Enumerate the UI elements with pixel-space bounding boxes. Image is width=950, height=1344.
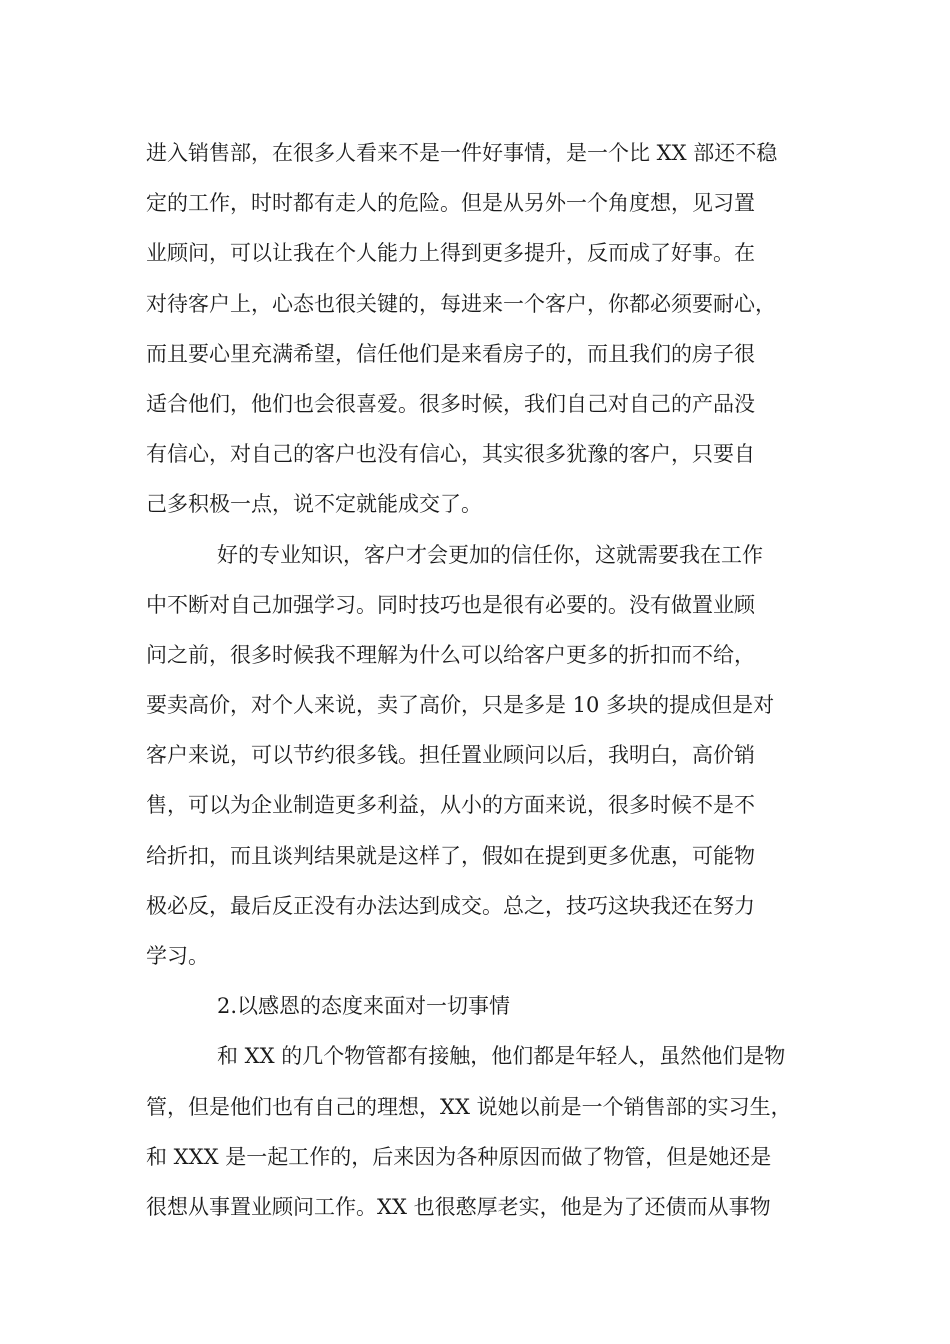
text-line: 问之前，很多时候我不理解为什么可以给客户更多的折扣而不给， bbox=[146, 642, 755, 667]
text-line: 给折扣，而且谈判结果就是这样了，假如在提到更多优惠，可能物 bbox=[146, 843, 755, 868]
text-line: 学习。 bbox=[146, 944, 209, 968]
text-line: 客户来说，可以节约很多钱。担任置业顾问以后，我明白，高价销 bbox=[146, 743, 755, 768]
text-line: 进入销售部，在很多人看来不是一件好事情，是一个比 XX 部还不稳 bbox=[146, 141, 778, 165]
body-text bbox=[146, 128, 811, 1232]
text-line: 中不断对自己加强学习。同时技巧也是很有必要的。没有做置业顾 bbox=[146, 592, 755, 617]
text-line: 有信心，对自己的客户也没有信心，其实很多犹豫的客户，只要自 bbox=[146, 442, 755, 467]
text-line: 己多积极一点，说不定就能成交了。 bbox=[146, 492, 482, 517]
text-line: 业顾问，可以让我在个人能力上得到更多提升，反而成了好事。在 bbox=[146, 241, 755, 266]
text-line: 适合他们，他们也会很喜爱。很多时候，我们自己对自己的产品没 bbox=[146, 391, 755, 416]
text-line: 2.以感恩的态度来面对一切事情 bbox=[217, 994, 511, 1019]
text-line: 极必反，最后反正没有办法达到成交。总之，技巧这块我还在努力 bbox=[146, 893, 755, 918]
text-line: 和 XXX 是一起工作的，后来因为各种原因而做了物管，但是她还是 bbox=[146, 1144, 772, 1169]
text-line: 好的专业知识，客户才会更加的信任你，这就需要我在工作 bbox=[217, 542, 763, 567]
text-line: 要卖高价，对个人来说，卖了高价，只是多是 10 多块的提成但是对 bbox=[146, 693, 775, 718]
text-line: 很想从事置业顾问工作。XX 也很憨厚老实，他是为了还债而从事物 bbox=[146, 1194, 771, 1219]
text-line: 管，但是他们也有自己的理想，XX 说她以前是一个销售部的实习生， bbox=[146, 1094, 792, 1119]
text-line: 售，可以为企业制造更多利益，从小的方面来说，很多时候不是不 bbox=[146, 793, 755, 818]
text-line: 定的工作，时时都有走人的危险。但是从另外一个角度想，见习置 bbox=[146, 191, 755, 216]
text-line: 和 XX 的几个物管都有接触，他们都是年轻人，虽然他们是物 bbox=[217, 1044, 786, 1069]
text-line: 对待客户上，心态也很关键的，每进来一个客户，你都必须要耐心， bbox=[146, 291, 776, 316]
text-line: 而且要心里充满希望，信任他们是来看房子的，而且我们的房子很 bbox=[146, 341, 755, 366]
